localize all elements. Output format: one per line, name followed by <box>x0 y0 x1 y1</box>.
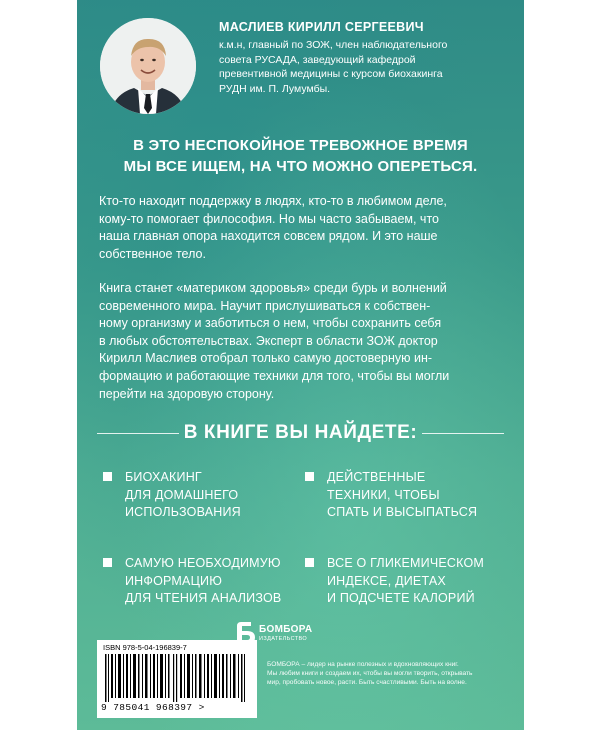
bullet-square-icon <box>103 472 112 481</box>
paragraph-description <box>99 280 504 403</box>
paragraph-line: Кто-то находит поддержку в людях, кто-то в любимом деле, <box>99 194 447 208</box>
headline <box>77 135 524 177</box>
paragraph-line: собственное тело. <box>99 246 206 261</box>
feature-item <box>125 469 285 522</box>
feature-line: СПАТЬ И ВЫСЫПАТЬСЯ <box>327 505 478 519</box>
author-bio-line: РУДН им. П. Лумумбы. <box>219 82 331 95</box>
paragraph-line: наша главная опора находится совсем рядом. И это наше <box>99 229 438 244</box>
feature-line: САМУЮ НЕОБХОДИМУЮ <box>125 556 281 570</box>
bullet-square-icon <box>305 472 314 481</box>
headline-line: В ЭТО НЕСПОКОЙНОЕ ТРЕВОЖНОЕ ВРЕМЯ <box>133 137 468 154</box>
publisher-note-line: БОМБОРА – лидер на рынке полезных и вдохновляющих книг. <box>267 661 459 668</box>
author-name: МАСЛИЕВ КИРИЛЛ СЕРГЕЕВИЧ <box>219 20 424 34</box>
book-back-cover <box>77 0 524 730</box>
section-title: В КНИГЕ ВЫ НАЙДЕТЕ: <box>183 422 418 443</box>
feature-line: ИНФОРМАЦИЮ <box>125 573 223 588</box>
publisher-name: БОМБОРА <box>259 624 313 635</box>
feature-line: ДЛЯ ДОМАШНЕГО <box>125 487 239 502</box>
feature-item <box>327 469 507 522</box>
author-bio-line: превентивной медицины с курсом биохакинга <box>219 68 443 80</box>
feature-line: ДЛЯ ЧТЕНИЯ АНАЛИЗОВ <box>125 591 282 605</box>
author-info <box>219 20 519 96</box>
bullet-square-icon <box>305 558 314 567</box>
feature-item <box>327 555 507 608</box>
feature-line: ТЕХНИКИ, ЧТОБЫ <box>327 487 440 502</box>
paragraph-line: перейти на здоровую сторону. <box>99 386 275 401</box>
divider-right <box>422 433 504 434</box>
publisher-note <box>267 660 507 687</box>
divider-left <box>97 433 179 434</box>
paragraph-intro <box>99 193 504 263</box>
paragraph-line: Книга станет «материком здоровья» среди бурь и волнений <box>99 281 447 295</box>
paragraph-line: Кирилл Маслиев отобрал только самую достоверную ин- <box>99 351 433 366</box>
author-bio <box>219 38 519 96</box>
publisher-logo <box>235 618 315 658</box>
section-header <box>97 418 504 448</box>
author-bio-line: совета РУСАДА, заведующий кафедрой <box>219 53 416 66</box>
publisher-subtitle: ИЗДАТЕЛЬСТВО <box>259 636 308 642</box>
bombora-logo-icon <box>235 620 257 646</box>
isbn: ISBN 978-5-04-196839-7 <box>103 643 187 652</box>
paragraph-line: современного мира. Научит прислушиваться к собствен- <box>99 298 431 313</box>
feature-item <box>125 555 295 608</box>
paragraph-line: в любых обстоятельствах. Эксперт в области ЗОЖ доктор <box>99 333 438 348</box>
feature-line: ДЕЙСТВЕННЫЕ <box>327 470 426 484</box>
feature-line: ИНДЕКСЕ, ДИЕТАХ <box>327 573 446 588</box>
feature-line: ВСЕ О ГЛИКЕМИЧЕСКОМ <box>327 556 484 570</box>
feature-line: И ПОДСЧЕТЕ КАЛОРИЙ <box>327 591 475 605</box>
author-portrait <box>100 18 196 114</box>
publisher-note-line: мир, пробовать новое, расти. Быть счастливыми. Быть на волне. <box>267 679 467 686</box>
paragraph-line: формацию и работающие техники для того, чтобы вы могли <box>99 368 450 383</box>
bullet-square-icon <box>103 558 112 567</box>
barcode-block <box>97 640 257 718</box>
paragraph-line: ному организму и заботиться о нем, чтобы сохранить себя <box>99 316 442 331</box>
feature-line: БИОХАКИНГ <box>125 470 202 484</box>
author-bio-line: к.м.н, главный по ЗОЖ, член наблюдательного <box>219 39 448 51</box>
barcode <box>103 654 251 702</box>
barcode-number: 9 785041 968397 > <box>101 702 205 713</box>
headline-line: МЫ ВСЕ ИЩЕМ, НА ЧТО МОЖНО ОПЕРЕТЬСЯ. <box>123 158 478 175</box>
feature-line: ИСПОЛЬЗОВАНИЯ <box>125 505 241 519</box>
paragraph-line: кому-то помогает философия. Но мы часто забываем, что <box>99 211 439 226</box>
publisher-note-line: Мы любим книги и создаем их, чтобы вы могли творить, открывать <box>267 670 473 677</box>
